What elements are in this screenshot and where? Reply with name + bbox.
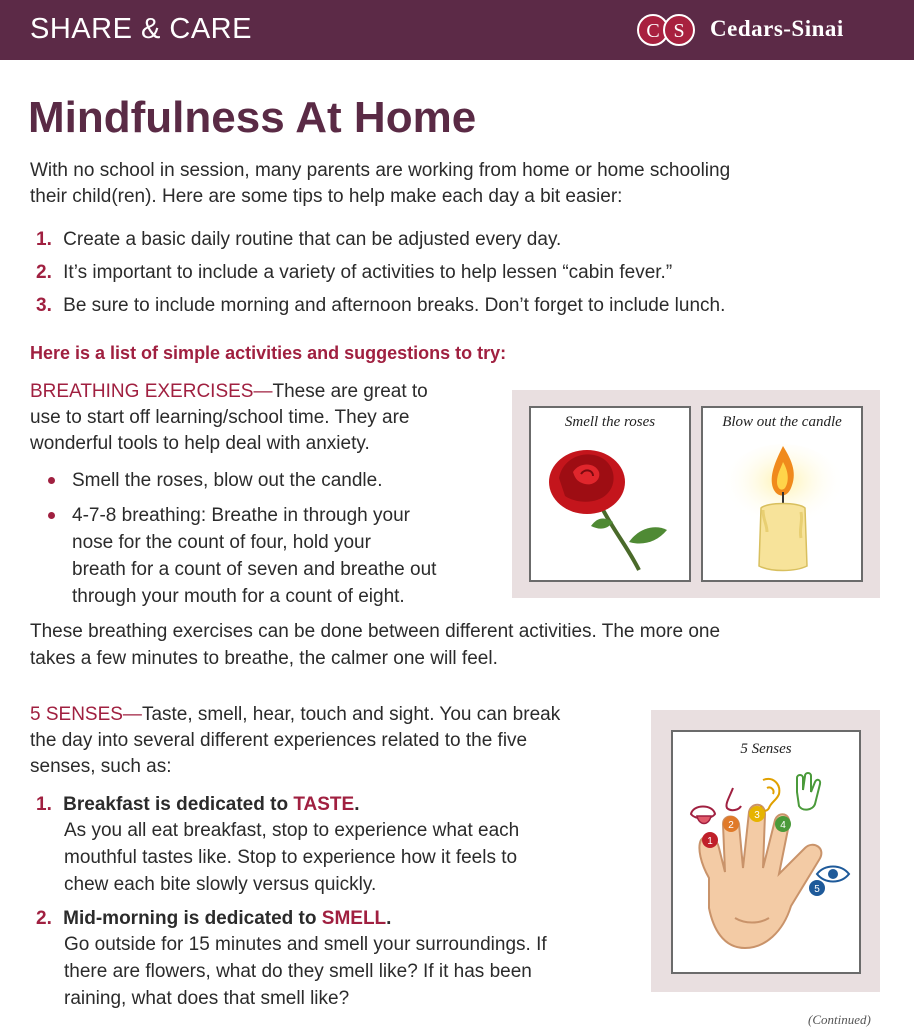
tip-text: Create a basic daily routine that can be adjusted every day. [63, 229, 562, 250]
tip-number: 2. [36, 262, 52, 283]
tip-number: 1. [36, 229, 52, 250]
finger-number: 3 [754, 810, 760, 821]
senses-item-2-heading [36, 905, 391, 932]
eye-icon [817, 867, 849, 882]
senses-item-1-line-1: As you all eat breakfast, stop to experience what each [64, 820, 520, 841]
senses-item-1-heading [36, 791, 360, 818]
breathing-after-line-1: These breathing exercises can be done between different activities. The more one [30, 621, 721, 642]
breathing-bullet-2-line-1: 4-7-8 breathing: Breathe in through your [72, 505, 410, 526]
breathing-after-line-2: takes a few minutes to breathe, the calmer one will feel. [30, 648, 498, 669]
senses-item-2-line-3: raining, what does that smell like? [64, 988, 350, 1009]
continued-note: (Continued) [808, 1012, 871, 1027]
tip-item-2 [36, 259, 672, 286]
tongue-icon [691, 807, 715, 824]
finger-number: 5 [814, 884, 820, 895]
senses-item-end: . [386, 908, 392, 929]
senses-item-number: 2. [36, 908, 52, 929]
senses-illustration-frame [651, 710, 880, 992]
header-banner [0, 0, 914, 60]
tip-item-1 [36, 226, 561, 253]
senses-line-1-text: Taste, smell, hear, touch and sight. You can break [141, 704, 561, 725]
breathing-bullet-2-line-4: through your mouth for a count of eight. [72, 586, 405, 607]
svg-text:S: S [673, 20, 685, 42]
tip-item-3 [36, 292, 725, 319]
senses-item-2-line-1: Go outside for 15 minutes and smell your surroundings. If [64, 934, 547, 955]
smell-roses-label: Smell the roses [564, 414, 656, 430]
breathing-bullet-2-line-2: nose for the count of four, hold your [72, 532, 371, 553]
senses-item-1-line-3: chew each bite slowly versus quickly. [64, 874, 377, 895]
tip-number: 3. [36, 295, 52, 316]
banner-title: SHARE & CARE [30, 13, 252, 45]
senses-line-1 [30, 701, 560, 728]
breathing-bullet-1: Smell the roses, blow out the candle. [72, 470, 383, 491]
candle-icon [715, 440, 851, 576]
five-senses-card [671, 730, 861, 974]
senses-item-sense: TASTE [293, 794, 355, 815]
breathing-line-2: use to start off learning/school time. They are [30, 407, 410, 428]
senses-line-2: the day into several different experiences related to the five [30, 730, 528, 751]
blow-candle-label: Blow out the candle [722, 414, 842, 430]
senses-item-1-line-2: mouthful tastes like. Stop to experience how it feels to [64, 847, 518, 868]
senses-item-end: . [354, 794, 360, 815]
logo-wordmark: Cedars-Sinai [710, 16, 844, 41]
five-senses-label: 5 Senses [740, 741, 792, 757]
senses-item-2-line-2: there are flowers, what do they smell like? If it has been [64, 961, 532, 982]
breathing-line-1 [30, 378, 428, 405]
page-title: Mindfulness At Home [28, 93, 477, 142]
tip-text: Be sure to include morning and afternoon breaks. Don’t forget to include lunch. [63, 295, 726, 316]
finger-number: 4 [780, 820, 786, 831]
breathing-illustration-frame [512, 390, 880, 598]
bullet-dot [48, 512, 55, 519]
senses-item-lead: Breakfast is dedicated to [63, 794, 294, 815]
breathing-heading: BREATHING EXERCISES— [30, 381, 273, 402]
nose-icon [726, 788, 741, 810]
hand-five-senses-icon [679, 768, 855, 972]
breathing-line-3: wonderful tools to help deal with anxiety. [30, 433, 370, 454]
intro-line-2: their child(ren). Here are some tips to help make each day a bit easier: [30, 186, 623, 207]
blow-candle-card [701, 406, 863, 582]
finger-number: 1 [707, 836, 713, 847]
senses-item-lead: Mid-morning is dedicated to [63, 908, 322, 929]
rose-icon [543, 442, 679, 574]
hand-touch-icon [797, 773, 820, 810]
breathing-line-1-text: These are great to [272, 381, 428, 402]
senses-line-3: senses, such as: [30, 756, 172, 777]
finger-number: 2 [728, 820, 734, 831]
senses-item-sense: SMELL [321, 908, 387, 929]
svg-text:C: C [646, 20, 660, 42]
ear-icon [761, 779, 779, 811]
cedars-sinai-logo-icon [636, 13, 696, 47]
smell-roses-card [529, 406, 691, 582]
senses-item-number: 1. [36, 794, 52, 815]
senses-heading: 5 SENSES— [30, 704, 142, 725]
breathing-bullet-2-line-3: breath for a count of seven and breathe out [72, 559, 437, 580]
activities-heading: Here is a list of simple activities and suggestions to try: [30, 343, 507, 363]
tip-text: It’s important to include a variety of activities to help lessen “cabin fever.” [63, 262, 673, 283]
intro-line-1: With no school in session, many parents are working from home or home schooling [30, 160, 731, 181]
bullet-dot [48, 477, 55, 484]
